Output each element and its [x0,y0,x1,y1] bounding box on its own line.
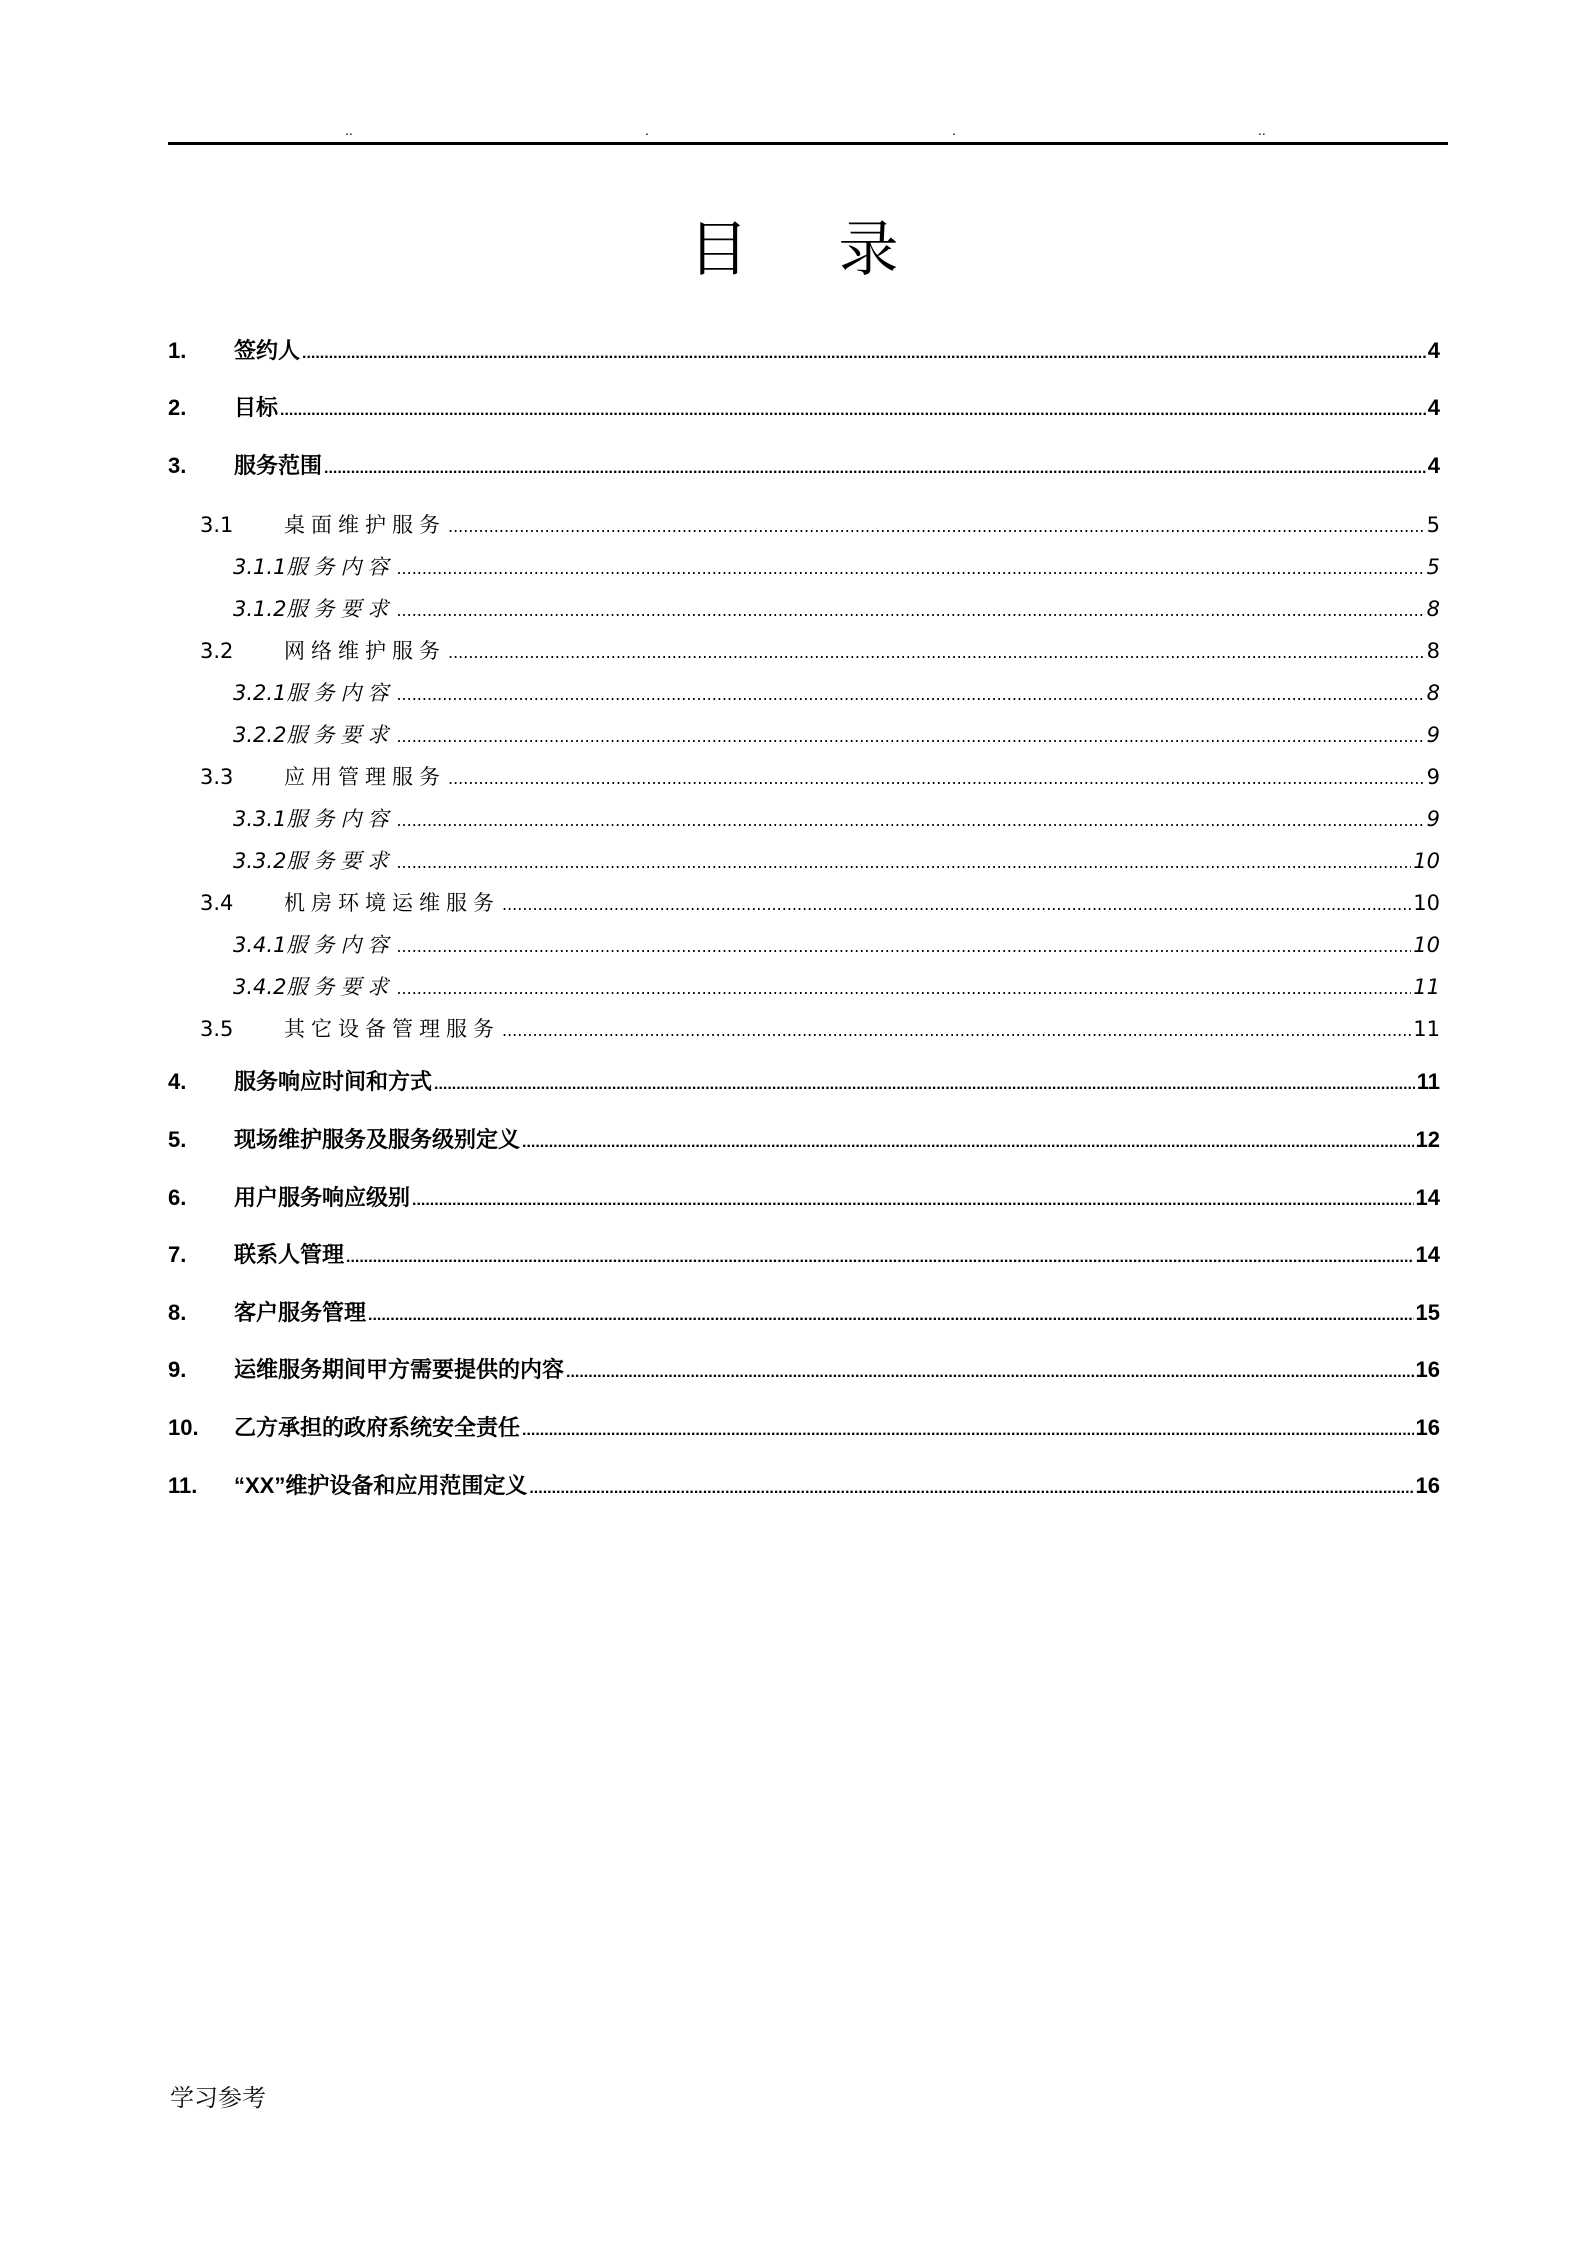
toc-label: 桌面维护服务 [284,513,446,537]
toc-leader [368,1307,1414,1325]
toc-page: 8 [1426,681,1440,705]
toc-leader [502,895,1411,914]
toc-page: 10 [1413,849,1440,873]
toc-entry[interactable] [168,1296,1440,1327]
toc-entry[interactable] [168,551,1440,581]
toc-leader [396,937,1411,956]
toc-page: 16 [1415,1415,1440,1440]
toc-number: 1. [168,338,187,363]
toc-page: 10 [1413,933,1440,957]
toc-leader [434,1076,1415,1094]
toc-leader [302,345,1426,363]
toc-label: 联系人管理 [234,1242,345,1267]
toc-entry[interactable] [168,334,1440,365]
toc-page: 5 [1426,513,1440,537]
toc-number: 3.1 [200,513,234,537]
toc-entry[interactable] [168,1411,1440,1442]
toc-number: 3.4.2 [233,975,287,999]
toc-entry[interactable] [168,887,1440,917]
toc-number: 3.1.2 [233,597,287,621]
toc-label: 服务范围 [234,453,323,478]
toc-leader [396,601,1424,620]
toc-entry[interactable] [168,509,1440,539]
title-char: 录 [838,215,989,285]
toc-number: 6. [168,1185,187,1210]
toc-leader [448,517,1425,536]
toc-page: 5 [1426,555,1440,579]
toc-number: 3.4.1 [233,933,287,957]
toc-label: 服务要求 [286,597,395,621]
toc-leader [448,769,1425,788]
toc-label: 目标 [234,395,279,420]
toc-label: 服务内容 [286,807,395,831]
toc-entry[interactable] [168,1181,1440,1212]
toc-entry[interactable] [168,593,1440,623]
toc-label: 应用管理服务 [284,765,446,789]
toc-leader [396,559,1424,578]
toc-number: 4. [168,1069,187,1094]
toc-number: 3.3.2 [233,849,287,873]
toc-number: 2. [168,395,187,420]
toc-page: 9 [1426,723,1440,747]
toc-leader [346,1249,1414,1267]
toc-entry[interactable] [168,449,1440,480]
toc-entry[interactable] [168,803,1440,833]
toc-label: 乙方承担的政府系统安全责任 [234,1415,521,1440]
toc-entry[interactable] [168,1469,1440,1500]
toc-entry[interactable] [168,845,1440,875]
toc-page: 8 [1426,639,1440,663]
toc-label: 现场维护服务及服务级别定义 [234,1127,521,1152]
toc-leader [502,1021,1411,1040]
toc-label: 网络维护服务 [284,639,446,663]
toc-label: 服务内容 [286,933,395,957]
toc-label: 服务要求 [286,849,395,873]
toc-number: 5. [168,1127,187,1152]
toc-page: 14 [1415,1185,1440,1210]
header-mark: .. [1258,122,1266,138]
toc-page: 11 [1416,1069,1440,1094]
toc-label: 机房环境运维服务 [284,891,500,915]
toc-entry[interactable] [168,929,1440,959]
toc-number: 11. [168,1473,198,1498]
toc-number: 3.2 [200,639,234,663]
header-mark: .. [345,122,353,138]
toc-leader [566,1364,1414,1382]
toc-number: 3. [168,453,187,478]
toc-number: 3.3.1 [233,807,287,831]
toc-entry[interactable] [168,719,1440,749]
toc-label: 服务内容 [286,681,395,705]
header-mark: . [645,122,649,138]
toc-label: 服务要求 [286,723,395,747]
toc-number: 3.5 [200,1017,234,1041]
toc-leader [280,402,1426,420]
toc-label: 服务要求 [286,975,395,999]
toc-page: 4 [1427,453,1440,478]
toc-page: 11 [1413,1017,1440,1041]
toc-page: 4 [1427,395,1440,420]
toc-label: 签约人 [234,338,301,363]
toc-entry[interactable] [168,635,1440,665]
toc-entry[interactable] [168,677,1440,707]
toc-label: 服务内容 [286,555,395,579]
toc-leader [396,853,1411,872]
toc-page: 11 [1413,975,1440,999]
toc-entry[interactable] [168,1353,1440,1384]
title-char: 目 [688,215,839,285]
toc-number: 10. [168,1415,199,1440]
toc-leader [522,1134,1414,1152]
toc-label: 服务响应时间和方式 [234,1069,433,1094]
toc-number: 3.2.1 [233,681,287,705]
toc-entry[interactable] [168,1013,1440,1043]
toc-label: “XX”维护设备和应用范围定义 [234,1473,528,1498]
toc-entry[interactable] [168,1065,1440,1096]
toc-leader [448,643,1425,662]
page-footer: 学习参考 [170,2084,266,2112]
toc-number: 3.3 [200,765,234,789]
toc-page: 10 [1413,891,1440,915]
header-rule [168,142,1448,145]
toc-entry[interactable] [168,1123,1440,1154]
toc-number: 3.4 [200,891,234,915]
page-title [0,212,1587,288]
header-mark: . [952,122,956,138]
toc-leader [396,811,1424,830]
toc-page: 8 [1426,597,1440,621]
toc-number: 7. [168,1242,187,1267]
toc-number: 3.1.1 [233,555,287,579]
toc-number: 3.2.2 [233,723,287,747]
toc-leader [396,727,1424,746]
toc-page: 9 [1426,807,1440,831]
toc-entry[interactable] [168,391,1440,422]
toc-leader [412,1192,1414,1210]
toc-page: 16 [1415,1473,1440,1498]
toc-page: 15 [1415,1300,1440,1325]
toc-page: 12 [1415,1127,1440,1152]
toc-leader [522,1422,1414,1440]
toc-leader [529,1480,1413,1498]
toc-page: 14 [1415,1242,1440,1267]
toc-entry[interactable] [168,971,1440,1001]
toc-label: 其它设备管理服务 [284,1017,500,1041]
toc-leader [324,460,1426,478]
toc-label: 运维服务期间甲方需要提供的内容 [234,1357,565,1382]
toc-page: 4 [1427,338,1440,363]
toc-leader [396,979,1411,998]
toc-entry[interactable] [168,761,1440,791]
toc-number: 8. [168,1300,187,1325]
toc-label: 客户服务管理 [234,1300,367,1325]
toc-entry[interactable] [168,1238,1440,1269]
toc-page: 9 [1426,765,1440,789]
toc-number: 9. [168,1357,187,1382]
toc-page: 16 [1415,1357,1440,1382]
toc-label: 用户服务响应级别 [234,1185,411,1210]
toc-leader [396,685,1424,704]
